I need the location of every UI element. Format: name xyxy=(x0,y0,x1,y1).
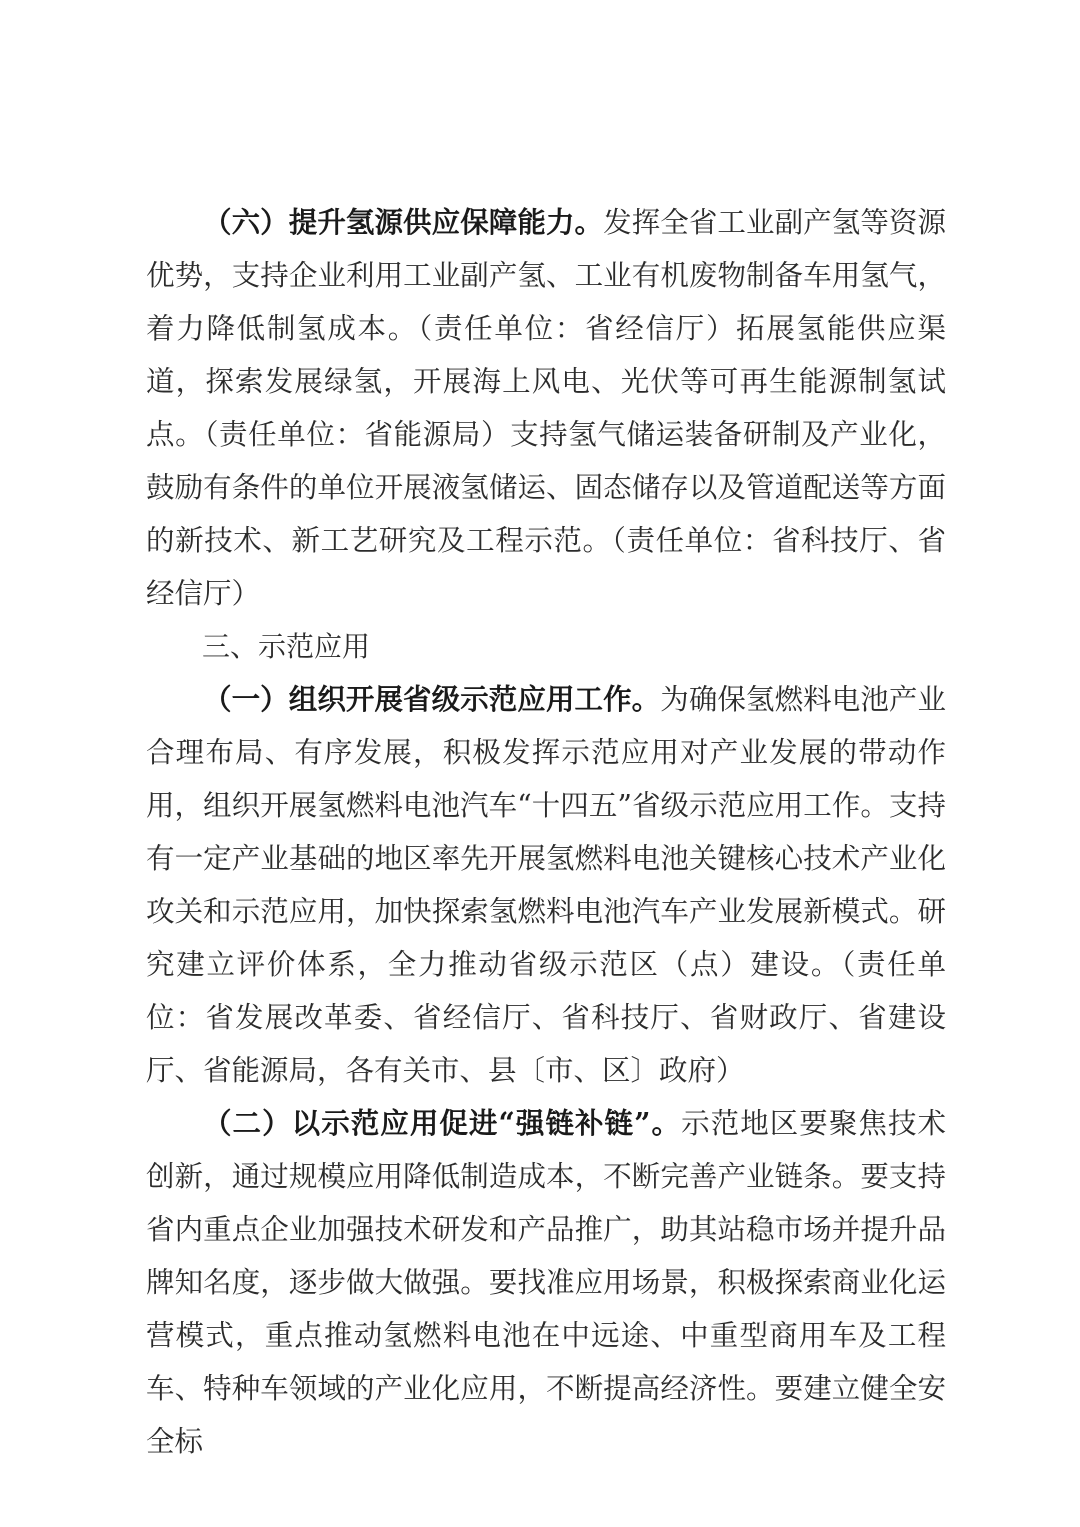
paragraph-hydrogen-supply xyxy=(146,196,946,620)
document-body xyxy=(146,196,946,1468)
paragraph-lead-provincial-demo: （一）组织开展省级示范应用工作。 xyxy=(203,682,661,716)
section-heading-demonstration: 三、示范应用 xyxy=(202,630,371,663)
paragraph-text-strengthen-chain: 示范地区要聚焦技术创新，通过规模应用降低制造成本，不断完善产业链条。要支持省内重点企业加强技术研发和产品推广，助其站稳市场并提升品牌知名度，逐步做大做强。要找准应用场景，积极探索商业化运营模式，重点推动氢燃料电池在中远途、中重型商用车及工程车、特种车领域的产业化应用，不断提高经济性。要建立健全安全标 xyxy=(146,1107,946,1458)
paragraph-lead-strengthen-chain: （二）以示范应用促进“强链补链”。 xyxy=(203,1106,682,1140)
paragraph-text-provincial-demo: 为确保氢燃料电池产业合理布局、有序发展，积极发挥示范应用对产业发展的带动作用，组织开展氢燃料电池汽车“十四五”省级示范应用工作。支持有一定产业基础的地区率先开展氢燃料电池关键核心技术产业化攻关和示范应用，加快探索氢燃料电池汽车产业发展新模式。研究建立评价体系，全力推动省级示范区（点）建设。（责任单位：省发展改革委、省经信厅、省科技厅、省财政厅、省建设厅、省能源局，各有关市、县〔市、区〕政府） xyxy=(146,683,946,1087)
paragraph-text-hydrogen-supply: 发挥全省工业副产氢等资源优势，支持企业利用工业副产氢、工业有机废物制备车用氢气，着力降低制氢成本。（责任单位：省经信厅）拓展氢能供应渠道，探索发展绿氢，开展海上风电、光伏等可再生能源制氢试点。（责任单位：省能源局）支持氢气储运装备研制及产业化，鼓励有条件的单位开展液氢储运、固态储存以及管道配送等方面的新技术、新工艺研究及工程示范。（责任单位：省科技厅、省经信厅） xyxy=(146,206,946,610)
paragraph-provincial-demo xyxy=(146,673,946,1097)
paragraph-strengthen-chain xyxy=(146,1097,946,1468)
paragraph-lead-hydrogen-supply: （六）提升氢源供应保障能力。 xyxy=(203,205,604,239)
